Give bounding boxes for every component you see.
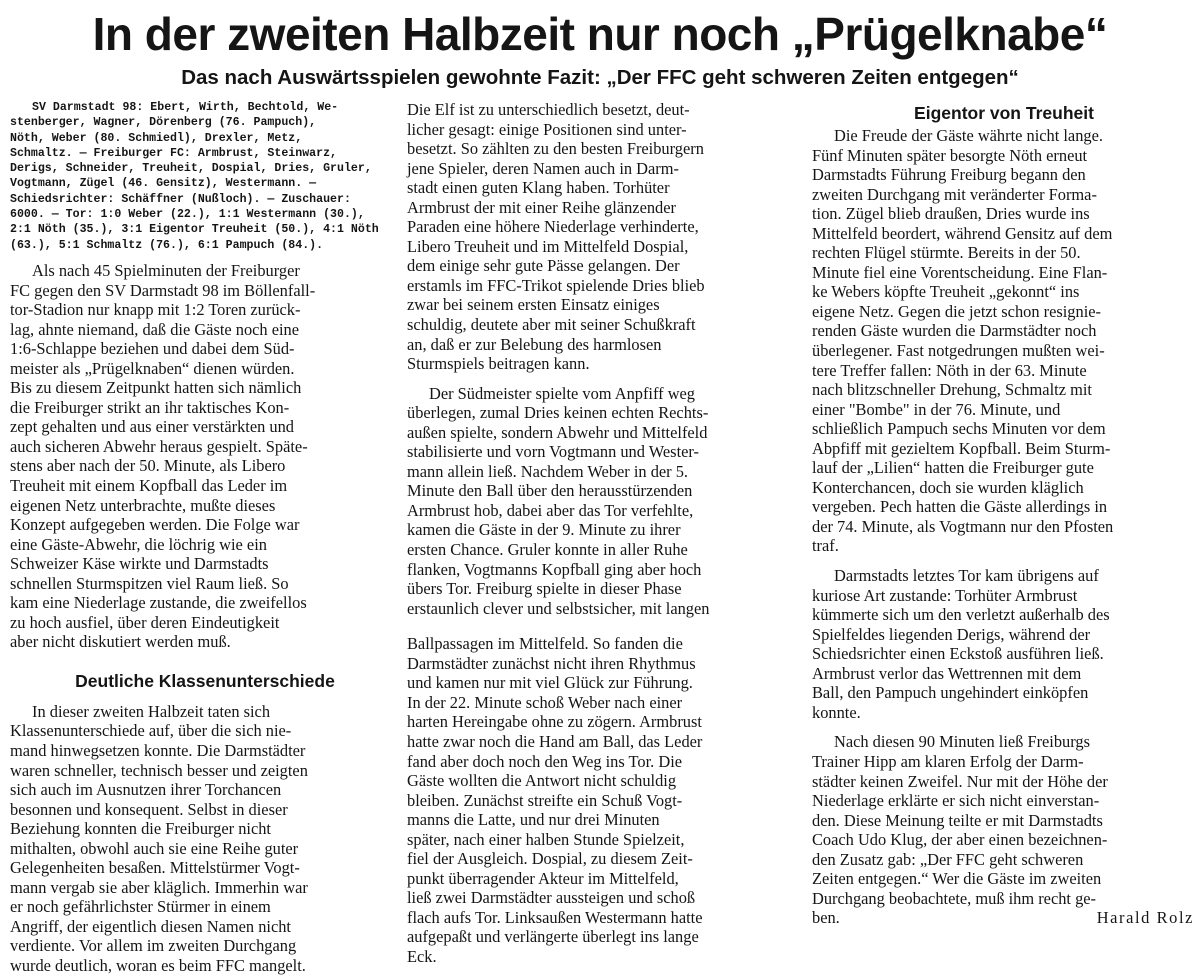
text-line: außen spielte, sondern Abwehr und Mittelfeld bbox=[407, 422, 708, 442]
text-line: zwar bei seinem ersten Einsatz einiges bbox=[407, 295, 660, 315]
text-line: (63.), 5:1 Schmaltz (76.), 6:1 Pampuch (84.). bbox=[10, 238, 324, 252]
text-line: den Zusatz gab: „Der FFC geht schweren bbox=[812, 849, 1084, 869]
text-line: ersten Chance. Gruler konnte in aller Ruhe bbox=[407, 540, 688, 560]
text-line: Angriff, der eigentlich diesen Namen nicht bbox=[10, 916, 291, 936]
text-line: Ball, den Pampuch ungehindert einköpfen bbox=[812, 683, 1089, 703]
text-line: eine Gäste-Abwehr, die löchrig wie ein bbox=[10, 534, 267, 554]
text-line: Beziehung konnten die Freiburger nicht bbox=[10, 819, 271, 839]
text-line: Schiedsrichter einen Eckstoß ausführen ließ. bbox=[812, 644, 1104, 664]
text-line: schnellen Sturmspitzen viel Raum ließ. So bbox=[10, 573, 289, 593]
text-line: ben. Harald Rolz bbox=[812, 908, 1194, 928]
text-line: eigene Netz. Gegen die jetzt schon resignie- bbox=[812, 301, 1101, 321]
text-line: besetzt. So zählten zu den besten Freiburgern bbox=[407, 139, 704, 159]
text-line: Die Elf ist zu unterschiedlich besetzt, deut- bbox=[407, 100, 690, 119]
text-line: nach blitzschneller Drehung, Schmaltz mit bbox=[812, 380, 1092, 400]
text-line: Gäste wollten die Antwort nicht schuldig bbox=[407, 771, 677, 791]
paragraph bbox=[812, 566, 1196, 722]
text-line: kamen die Gäste in der 9. Minute zu ihrer bbox=[407, 520, 681, 540]
paragraph bbox=[407, 384, 795, 619]
text-line: bleiben. Zunächst streifte ein Schuß Vogt- bbox=[407, 790, 683, 810]
text-line: Eck. bbox=[407, 946, 437, 966]
text-line: harten Hereingabe ohne zu zögern. Armbrust bbox=[407, 712, 702, 732]
text-line: Zeiten entgegen.“ Wer die Gäste im zweiten bbox=[812, 869, 1102, 889]
text-line: lauf der „Lilien“ hatten die Freiburger gute bbox=[812, 458, 1094, 478]
paragraph bbox=[812, 126, 1196, 556]
text-line: Durchgang beobachtete, muß ihm recht ge- bbox=[812, 888, 1096, 908]
text-line: Trainer Hipp am klaren Erfolg der Darm- bbox=[812, 751, 1084, 771]
text-line: punkt überragender Akteur im Mittelfeld, bbox=[407, 868, 679, 888]
text-line: städter keinen Zweifel. Nur mit der Höhe der bbox=[812, 771, 1108, 791]
text-line: und kamen nur mit viel Glück zur Führung. bbox=[407, 673, 693, 693]
text-line: stadt einen guten Klang haben. Torhüter bbox=[407, 178, 670, 198]
text-line: kam eine Niederlage zustande, die zweifellos bbox=[10, 593, 307, 613]
text-line: Abpfiff mit gezieltem Kopfball. Beim Sturm- bbox=[812, 438, 1111, 458]
text-line: Sturmspiels beitragen kann. bbox=[407, 354, 590, 374]
text-line: kuriose Art zustande: Torhüter Armbrust bbox=[812, 585, 1078, 605]
text-line: vergeben. Pech hatten die Gäste allerdings in bbox=[812, 497, 1108, 517]
text-line: Treuheit mit einem Kopfball das Leder im bbox=[10, 475, 288, 495]
article-column-1 bbox=[10, 100, 400, 976]
text-line: Nöth, Weber (80. Schmiedl), Drexler, Metz, bbox=[10, 131, 303, 145]
text-line: mithalten, obwohl auch sie eine Reihe guter bbox=[10, 838, 299, 858]
text-line: Mittelfeld beordert, während Gensitz auf dem bbox=[812, 223, 1113, 243]
section-paragraph bbox=[10, 702, 400, 976]
text-line: Der Südmeister spielte vom Anpfiff weg bbox=[429, 383, 695, 403]
text-line: SV Darmstadt 98: Ebert, Wirth, Bechtold, We- bbox=[32, 101, 339, 114]
text-line: Derigs, Schneider, Treuheit, Dospial, Dries, Gruler, bbox=[10, 162, 372, 176]
text-line: Schmaltz. — Freiburger FC: Armbrust, Steinwarz, bbox=[10, 146, 337, 160]
section-heading-eigentor: Eigentor von Treuheit bbox=[914, 103, 1094, 123]
text-line: FC gegen den SV Darmstadt 98 im Böllenfall- bbox=[10, 280, 316, 300]
text-line: Coach Udo Klug, der aber einen bezeichnen- bbox=[812, 830, 1108, 850]
text-line: Minute fiel eine Vorentscheidung. Eine Flan- bbox=[812, 262, 1108, 282]
text-line: 2:1 Nöth (35.), 3:1 Eigentor Treuheit (50.), 4:1 Nöth bbox=[10, 223, 379, 237]
text-line: Darmstadts Führung Freiburg begann den bbox=[812, 165, 1086, 185]
text-line: erstamls im FFC-Trikot spielende Dries blieb bbox=[407, 275, 705, 295]
text-line: Spielfeldes liegenden Derigs, während der bbox=[812, 624, 1091, 644]
text-line: die Freiburger strikt an ihr taktisches Kon- bbox=[10, 397, 290, 417]
text-line: Libero Treuheit und im Mittelfeld Dospial, bbox=[407, 236, 689, 256]
text-line: Armbrust der mit einer Reihe glänzender bbox=[407, 197, 676, 217]
text-line: 1:6-Schlappe beziehen und dabei dem Süd- bbox=[10, 339, 295, 359]
text-line: ließ zwei Darmstädter aussteigen und schoß bbox=[407, 888, 696, 908]
team-lineup bbox=[10, 100, 400, 253]
text-line: waren schneller, technisch besser und zeigten bbox=[10, 760, 308, 780]
text-line: flanken, Vogtmanns Kopfball ging aber hoch bbox=[407, 559, 702, 579]
text-line: fiel der Ausgleich. Dospial, zu diesem Zeit- bbox=[407, 849, 693, 869]
text-line: tor-Stadion nur knapp mit 1:2 Toren zurück- bbox=[10, 300, 301, 320]
text-line: mann vergab sie aber kläglich. Immerhin war bbox=[10, 877, 308, 897]
text-line: überlegener. Fast notgedrungen mußten wei- bbox=[812, 341, 1105, 361]
text-line: zept gehalten und aus einer verstärkten und bbox=[10, 417, 294, 437]
text-line: Klassenunterschiede auf, über die sich nie- bbox=[10, 721, 292, 741]
text-line: schuldig, deutete aber mit seiner Schußkraft bbox=[407, 315, 696, 335]
text-line: aufgepaßt und verlängerte überlegt ins lange bbox=[407, 927, 699, 947]
text-line: besonnen und konsequent. Selbst in dieser bbox=[10, 799, 288, 819]
text-line: Als nach 45 Spielminuten der Freiburger bbox=[32, 260, 300, 280]
paragraph bbox=[812, 732, 1196, 927]
text-line: Nach diesen 90 Minuten ließ Freiburgs bbox=[834, 732, 1090, 752]
text-line: Bis zu diesem Zeitpunkt hatten sich nämlich bbox=[10, 378, 302, 398]
text-line: mand hinwegsetzen konnte. Die Darmstädter bbox=[10, 741, 306, 760]
text-line: dem einige sehr gute Pässe gelangen. Der bbox=[407, 256, 680, 276]
text-line: auch sicheren Abwehr heraus gespielt. Späte- bbox=[10, 436, 308, 456]
text-line: Paraden eine höhere Niederlage verhinderte, bbox=[407, 217, 699, 237]
paragraph bbox=[407, 634, 795, 966]
text-line: fand aber doch noch den Weg ins Tor. Die bbox=[407, 751, 683, 771]
text-line: tere Treffer fallen: Nöth in der 63. Minute bbox=[812, 360, 1087, 380]
text-line: Konzept aufgegeben werden. Die Folge war bbox=[10, 515, 300, 535]
text-line: der 74. Minute, als Vogtmann nur den Pfosten bbox=[812, 516, 1114, 536]
text-line: mann allein ließ. Nachdem Weber in der 5. bbox=[407, 461, 689, 481]
text-line: Konterchancen, doch sie wurden kläglich bbox=[812, 477, 1084, 497]
text-line: stabilisierte und vorn Vogtmann und Wester- bbox=[407, 442, 699, 462]
text-line: rechten Flügel stürmte. Bereits in der 50. bbox=[812, 243, 1081, 263]
text-line: kümmerte sich um den verletzt außerhalb des bbox=[812, 605, 1110, 625]
text-line: aber nicht diskutiert werden muß. bbox=[10, 632, 231, 652]
text-line: tion. Zügel blieb draußen, Dries wurde ins bbox=[812, 204, 1090, 224]
text-line: Die Freude der Gäste währte nicht lange. bbox=[834, 126, 1103, 145]
text-line: konnte. bbox=[812, 702, 861, 722]
text-line: Fünf Minuten später besorgte Nöth erneut bbox=[812, 145, 1088, 165]
text-line: eigenen Netz unterbrachte, mußte dieses bbox=[10, 495, 276, 515]
text-line: Armbrust hob, dabei aber das Tor verfehlte, bbox=[407, 500, 694, 520]
text-line: lag, ahnte niemand, daß die Gäste noch eine bbox=[10, 319, 300, 339]
text-line: übers Tor. Freiburg spielte in dieser Phase bbox=[407, 579, 682, 599]
text-line: hatte zwar noch die Hand am Ball, das Leder bbox=[407, 731, 703, 751]
text-line: Armbrust verlor das Wettrennen mit dem bbox=[812, 663, 1082, 683]
text-line: zu hoch ausfiel, über deren Eindeutigkeit bbox=[10, 612, 280, 632]
text-line: 6000. — Tor: 1:0 Weber (22.), 1:1 Westermann (30.), bbox=[10, 208, 365, 222]
text-line: wurde deutlich, woran es beim FFC mangelt. bbox=[10, 956, 306, 976]
subheadline: Das nach Auswärtsspielen gewohnte Fazit: „Der FFC geht schweren Zeiten entgegen“ bbox=[181, 66, 1019, 89]
text-line: jene Spieler, deren Namen auch in Darm- bbox=[407, 158, 679, 178]
text-line: Ballpassagen im Mittelfeld. So fanden die bbox=[407, 634, 683, 654]
text-line: zweiten Durchgang mit veränderter Forma- bbox=[812, 184, 1097, 204]
text-line: meister als „Prügelknaben“ dienen würden. bbox=[10, 358, 295, 378]
section-heading-klassenunterschiede: Deutliche Klassenunterschiede bbox=[75, 670, 335, 691]
text-line: erstaunlich clever und selbstsicher, mit langen bbox=[407, 598, 710, 618]
article-column-3 bbox=[812, 100, 1196, 928]
text-line: Gelegenheiten besaßen. Mittelstürmer Vogt- bbox=[10, 858, 300, 878]
author-name: Harald Rolz bbox=[1096, 908, 1194, 928]
text-line: den. Diese Meinung teilte er mit Darmstadts bbox=[812, 810, 1103, 830]
intro-paragraph bbox=[10, 261, 400, 652]
text-line: sich auch im Ausnutzen ihrer Torchancen bbox=[10, 780, 282, 800]
text-line: Schiedsrichter: Schäffner (Nußloch). — Zuschauer: bbox=[10, 192, 351, 206]
text-line: Vogtmann, Zügel (46. Gensitz), Westermann. — bbox=[10, 177, 317, 191]
text-line: Niederlage erklärte er sich nicht einverstan- bbox=[812, 791, 1100, 811]
text-line: Darmstädter zunächst nicht ihren Rhythmus bbox=[407, 653, 696, 673]
text-line: überlegen, zumal Dries keinen echten Rechts- bbox=[407, 403, 709, 423]
text-line: traf. bbox=[812, 536, 839, 556]
text-line: einer "Bombe" in der 76. Minute, und bbox=[812, 399, 1061, 419]
text-line: In der 22. Minute schoß Weber nach einer bbox=[407, 692, 683, 712]
text-line: In dieser zweiten Halbzeit taten sich bbox=[32, 701, 271, 721]
text-line: schließlich Pampuch sechs Minuten vor dem bbox=[812, 419, 1106, 439]
text-line: er noch gefährlichster Stürmer in einem bbox=[10, 897, 271, 917]
text-line: stenberger, Wagner, Dörenberg (76. Pampuch), bbox=[10, 116, 317, 130]
text-line: später, nach einer halben Stunde Spielzeit, bbox=[407, 829, 685, 849]
text-line: verdiente. Vor allem im zweiten Durchgang bbox=[10, 936, 297, 956]
text-line: stens aber nach der 50. Minute, als Libero bbox=[10, 456, 286, 476]
text-line: Schweizer Käse wirkte und Darmstadts bbox=[10, 554, 269, 574]
paragraph bbox=[407, 100, 795, 374]
text-line: renden Gäste wurden die Darmstädter noch bbox=[812, 321, 1097, 341]
headline: In der zweiten Halbzeit nur noch „Prügelknabe“ bbox=[92, 8, 1108, 60]
text-line: Darmstadts letztes Tor kam übrigens auf bbox=[834, 566, 1099, 586]
text-line: flach aufs Tor. Linksaußen Westermann hatte bbox=[407, 907, 703, 927]
article-column-2 bbox=[407, 100, 795, 966]
text-line: an, daß er zur Belebung des harmlosen bbox=[407, 334, 662, 354]
text-line: Minute den Ball über den herausstürzenden bbox=[407, 481, 693, 501]
text-line: licher gesagt: einige Positionen sind unter- bbox=[407, 119, 687, 139]
text-line: manns die Latte, und nur drei Minuten bbox=[407, 810, 660, 830]
text-line: ke Webers köpfte Treuheit „gekonnt“ ins bbox=[812, 282, 1080, 302]
